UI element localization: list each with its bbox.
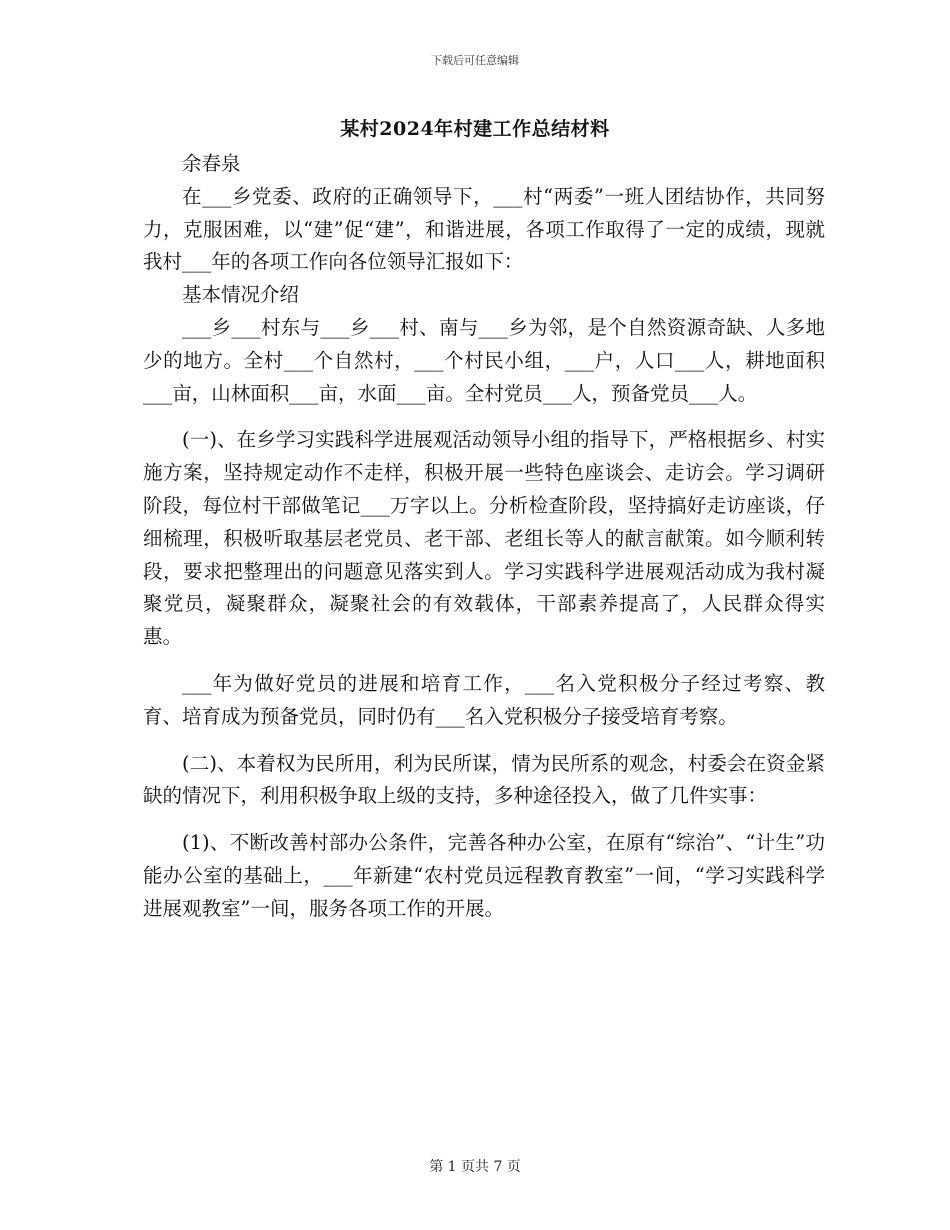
paragraph-party-members: ___年为做好党员的进展和培育工作，___名入党积极分子经过考察、教育、培育成为预备党员，同时仍有___名入党积极分子接受培育考察。 [143, 671, 825, 728]
document-title: 某村2024年村建工作总结材料 [340, 118, 610, 140]
paragraph-intro: 在___乡党委、政府的正确领导下，___村“两委”一班人团结协作，共同努力，克服困难，以“建”促“建”，和谐进展，各项工作取得了一定的成绩，现就我村___年的各项工作向各位领导汇报如下： [143, 184, 825, 274]
paragraph-basic-info: ___乡___村东与___乡___村、南与___乡为邻，是个自然资源奇缺、人多地少的地方。全村___个自然村，___个村民小组，___户，人口___人，耕地面积___亩，山林面积___亩，水面___亩。全村党员___人，预备党员___人。 [143, 315, 825, 405]
paragraph-section-one: (一)、在乡学习实践科学进展观活动领导小组的指导下，严格根据乡、村实施方案，坚持规定动作不走样，积极开展一些特色座谈会、走访会。学习调研阶段，每位村干部做笔记___万字以上。分析检查阶段，坚持搞好走访座谈，仔细梳理，积极听取基层老党员、老干部、老组长等人的献言献策。如今顺利转段，要求把整理出的问题意见落实到人。学习实践科学进展观活动成为我村凝聚党员，凝聚群众，凝聚社会的有效载体，干部素养提高了，人民群众得实惠。 [143, 428, 825, 649]
document-body [143, 148, 825, 926]
page-header-note: 下载后可任意编辑 [431, 54, 519, 67]
paragraph-item-one: (1)、不断改善村部办公条件，完善各种办公室，在原有“综治”、“计生”功能办公室的基础上，___年新建“农村党员远程教育教室”一间，“学习实践科学进展观教室”一间，服务各项工作的开展。 [143, 831, 825, 920]
page-number: 第 1 页共 7 页 [429, 1159, 521, 1175]
paragraph-section-two: (二)、本着权为民所用，利为民所谋，情为民所系的观念，村委会在资金紧缺的情况下，利用积极争取上级的支持，多种途径投入，做了几件实事： [143, 751, 825, 808]
author-line: 余春泉 [182, 152, 241, 175]
section-heading-basic-info: 基本情况介绍 [182, 283, 300, 307]
